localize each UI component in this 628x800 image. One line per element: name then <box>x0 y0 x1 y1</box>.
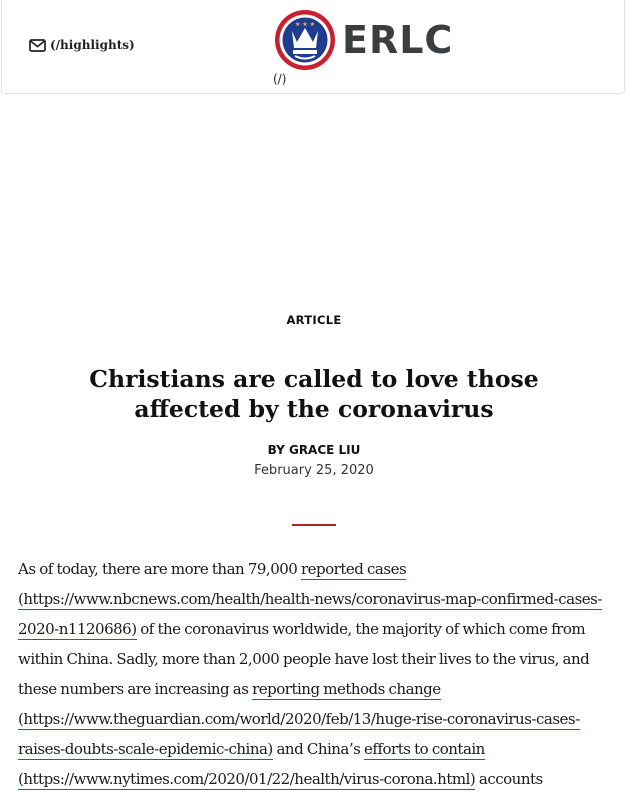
article-date: February 25, 2020 <box>254 463 374 478</box>
highlights-link-text: (/highlights) <box>50 38 135 52</box>
article-body <box>18 554 612 794</box>
article-title: Christians are called to love those affected by the coronavirus <box>89 365 539 423</box>
body-text: and China’s <box>272 740 365 758</box>
crown-shield-icon <box>274 9 336 71</box>
article-byline[interactable]: BY GRACE LIU <box>267 443 361 457</box>
reported-cases-link[interactable]: reported cases (https://www.nbcnews.com/health/health-news/coronavirus-map-confirmed-cases-2020-n1120686) <box>18 560 602 638</box>
body-text: accounts <box>475 770 543 788</box>
envelope-icon <box>29 39 46 52</box>
body-text: As of today, there are more than 79,000 <box>18 560 301 578</box>
reporting-methods-link[interactable]: reporting methods change (https://www.theguardian.com/world/2020/feb/13/huge-rise-coronavirus-cases-raises-doubts-scale-epidemic-china) <box>18 680 580 758</box>
logo-wordmark: ERLC <box>342 18 454 62</box>
erlc-logo[interactable] <box>274 9 453 71</box>
article-category[interactable]: ARTICLE <box>286 313 342 327</box>
efforts-to-contain-link[interactable]: efforts to contain (https://www.nytimes.com/2020/01/22/health/virus-corona.html) <box>18 740 485 788</box>
site-header <box>1 0 625 94</box>
home-link[interactable]: (/) <box>273 72 287 86</box>
title-divider <box>292 524 336 526</box>
body-text: of the coronavirus worldwide, the majority of which come from within China. Sadly, more than 2,000 people have lost their lives to the virus, and these numbers are increasing as <box>18 620 590 698</box>
highlights-link[interactable] <box>29 38 135 52</box>
svg-text:★ ★ ★: ★ ★ ★ <box>295 21 315 28</box>
